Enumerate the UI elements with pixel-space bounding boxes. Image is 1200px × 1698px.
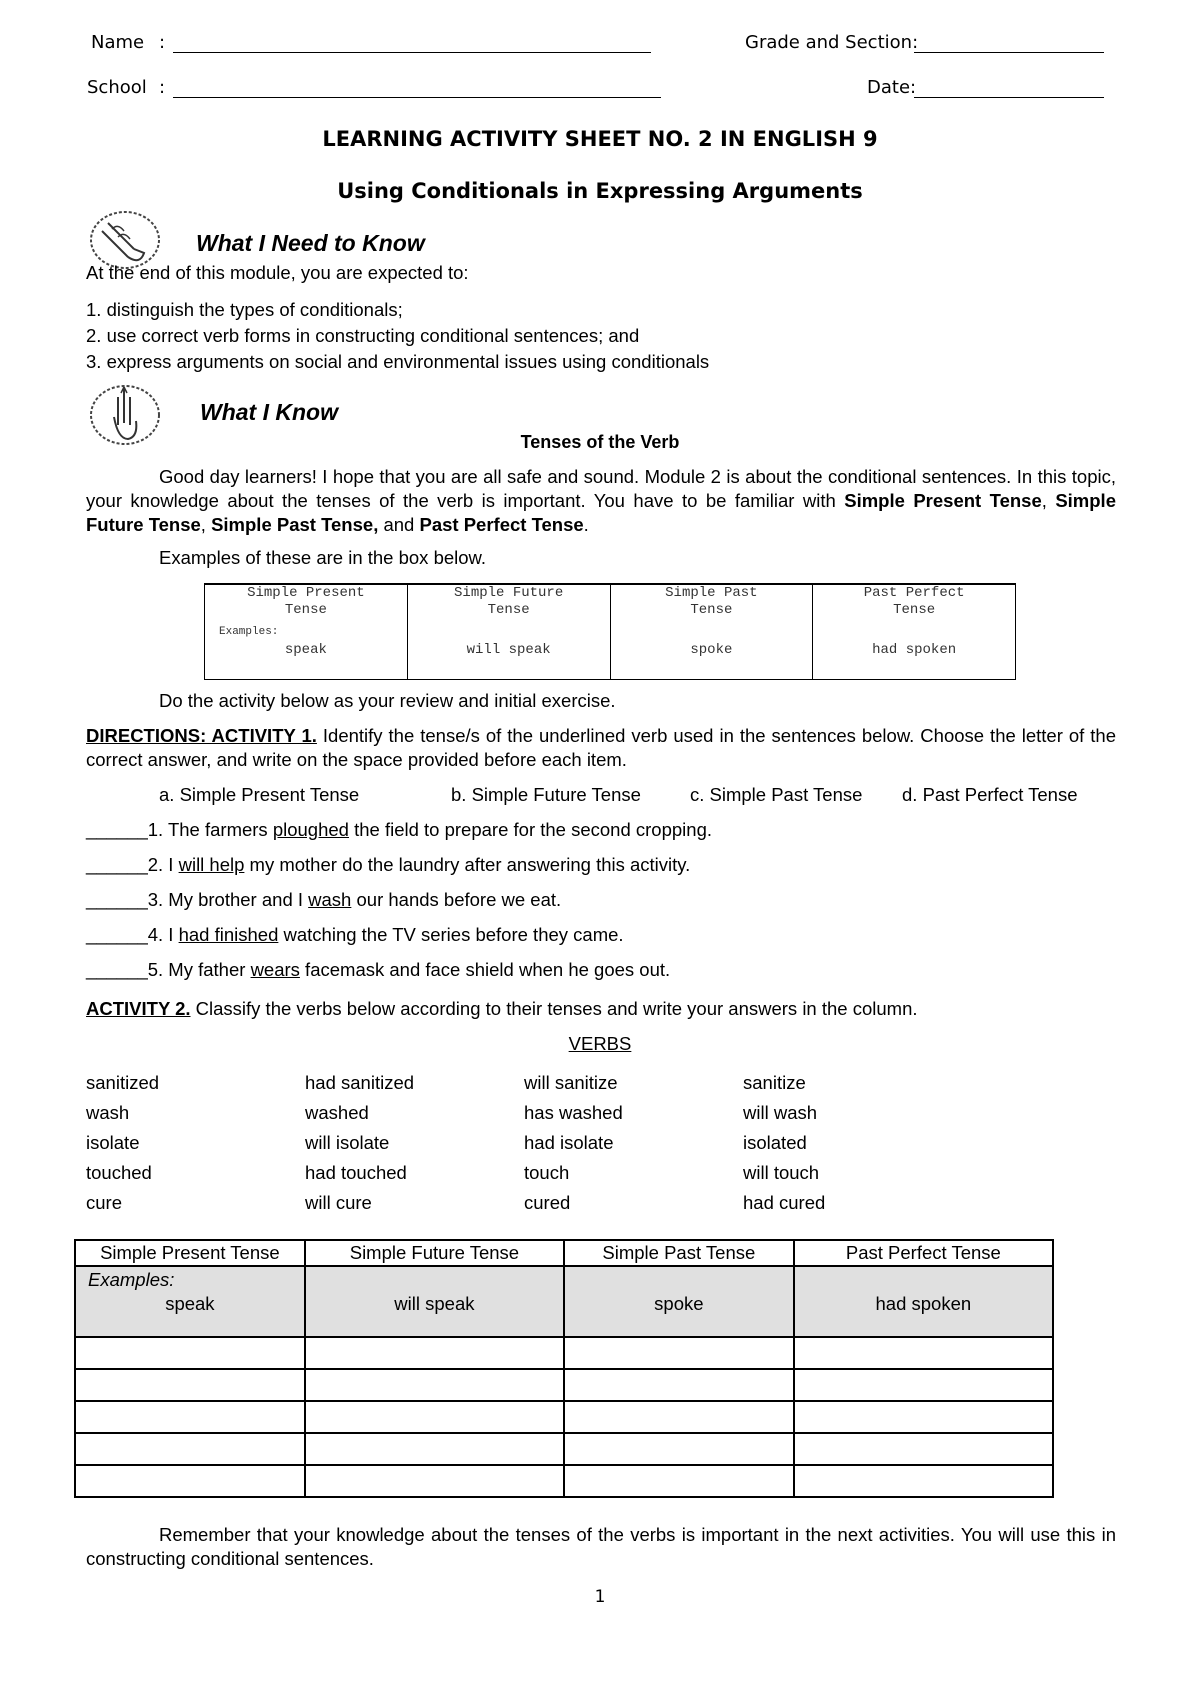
answer-cell[interactable]: [794, 1337, 1053, 1369]
activity1-item-5: ______5. My father wears facemask and face shield when he goes out.: [86, 959, 671, 980]
examples-box-col-2: Simple Future Tense will speak: [407, 584, 610, 680]
answer-cell[interactable]: [794, 1465, 1053, 1497]
verb-item: sanitized: [86, 1072, 160, 1093]
do-activity-line: Do the activity below as your review and initial exercise.: [159, 690, 616, 711]
answer-cell[interactable]: [794, 1433, 1053, 1465]
table-header: Simple Future Tense: [305, 1240, 564, 1266]
answer-blank-5[interactable]: ______: [86, 959, 148, 980]
activity1-item-2: ______2. I will help my mother do the laundry after answering this activity.: [86, 854, 691, 875]
verb-item: washed: [305, 1102, 369, 1123]
table-row: [75, 1369, 1053, 1401]
tenses-subheading: Tenses of the Verb: [520, 432, 680, 452]
tense-term-1: Simple Present Tense: [844, 490, 1042, 511]
answer-cell[interactable]: [305, 1465, 564, 1497]
answer-cell[interactable]: [75, 1465, 305, 1497]
name-colon: :: [159, 32, 166, 53]
verb-item: has washed: [524, 1102, 623, 1123]
verbs-heading: VERBS: [568, 1033, 632, 1054]
activity2-label: ACTIVITY 2.: [86, 998, 191, 1019]
verb-item: touch: [524, 1162, 570, 1183]
answer-cell[interactable]: [305, 1401, 564, 1433]
verb-item: cured: [524, 1192, 571, 1213]
activity2-directions: ACTIVITY 2. Classify the verbs below according to their tenses and write your answers in the column.: [86, 998, 918, 1019]
verb-item: isolated: [743, 1132, 807, 1153]
table-header: Simple Present Tense: [75, 1240, 305, 1266]
table-row: [75, 1465, 1053, 1497]
answer-cell[interactable]: [75, 1337, 305, 1369]
table-row: [75, 1337, 1053, 1369]
activity1-item-1: ______1. The farmers ploughed the field to prepare for the second cropping.: [86, 819, 713, 840]
answer-cell[interactable]: [564, 1337, 794, 1369]
example-cell: spoke: [564, 1266, 794, 1337]
table-header: Simple Past Tense: [564, 1240, 794, 1266]
answer-cell[interactable]: [305, 1369, 564, 1401]
choice-a: a. Simple Present Tense: [159, 784, 360, 805]
answer-cell[interactable]: [564, 1401, 794, 1433]
verb-item: isolate: [86, 1132, 140, 1153]
table-row: [75, 1401, 1053, 1433]
verb-item: will cure: [305, 1192, 372, 1213]
table-header: Past Perfect Tense: [794, 1240, 1053, 1266]
intro-paragraph: Good day learners! I hope that you are all safe and sound. Module 2 is about the conditional sentences. In this topic, your knowledge about the tenses of the verb is important. You have to be familiar with Simple Present Tense, Simple Future Tense, Simple Past Tense, and Past Perfect Tense.: [86, 466, 1116, 535]
example-cell: had spoken: [794, 1266, 1053, 1337]
examples-box-col-1: Simple Present Tense Examples: speak: [205, 584, 408, 680]
answer-cell[interactable]: [564, 1369, 794, 1401]
grade-label: Grade and Section:: [745, 32, 919, 53]
objective-1: 1. distinguish the types of conditionals;: [86, 299, 403, 320]
answer-blank-4[interactable]: ______: [86, 924, 148, 945]
examples-box-label: Examples:: [219, 626, 279, 638]
page-subtitle: Using Conditionals in Expressing Arguments: [337, 179, 863, 203]
objective-2: 2. use correct verb forms in constructing conditional sentences; and: [86, 325, 640, 346]
example-cell: Examples: speak: [75, 1266, 305, 1337]
verb-item: will isolate: [305, 1132, 390, 1153]
answer-cell[interactable]: [75, 1433, 305, 1465]
activity1-item-3: ______3. My brother and I wash our hands before we eat.: [86, 889, 562, 910]
example-cell: will speak: [305, 1266, 564, 1337]
answer-blank-3[interactable]: ______: [86, 889, 148, 910]
school-colon: :: [159, 77, 166, 98]
school-label: School: [87, 77, 147, 98]
table-row: [75, 1433, 1053, 1465]
verb-item: will touch: [743, 1162, 820, 1183]
answer-cell[interactable]: [564, 1465, 794, 1497]
name-label: Name: [91, 32, 145, 53]
verb-item: had cured: [743, 1192, 826, 1213]
answer-cell[interactable]: [305, 1337, 564, 1369]
date-label: Date:: [867, 77, 917, 98]
answer-cell[interactable]: [564, 1433, 794, 1465]
name-field[interactable]: [173, 52, 651, 53]
activity1-label: DIRECTIONS: ACTIVITY 1.: [86, 725, 317, 746]
answer-table: [74, 1239, 1054, 1498]
activity1-directions: DIRECTIONS: ACTIVITY 1. Identify the tense/s of the underlined verb used in the sentences below. Choose the letter of the correct answer, and write on the space provided before each item.: [86, 725, 1116, 770]
answer-cell[interactable]: [794, 1369, 1053, 1401]
answer-cell[interactable]: [794, 1401, 1053, 1433]
date-field[interactable]: [914, 97, 1104, 98]
objective-3: 3. express arguments on social and environmental issues using conditionals: [86, 351, 710, 372]
verb-item: sanitize: [743, 1072, 806, 1093]
verb-item: will wash: [743, 1102, 818, 1123]
closing-paragraph: Remember that your knowledge about the tenses of the verbs is important in the next activities. You will use this in constructing conditional sentences.: [86, 1524, 1116, 1569]
choice-b: b. Simple Future Tense: [451, 784, 641, 805]
tense-term-3: Simple Past Tense,: [211, 514, 379, 535]
answer-cell[interactable]: [305, 1433, 564, 1465]
school-field[interactable]: [173, 97, 661, 98]
page-title: LEARNING ACTIVITY SHEET NO. 2 IN ENGLISH 9: [322, 127, 878, 151]
answer-cell[interactable]: [75, 1369, 305, 1401]
examples-box: [204, 583, 1016, 680]
tense-term-2: Simple Future Tense: [86, 490, 1116, 535]
grade-field[interactable]: [914, 52, 1104, 53]
verb-item: had sanitized: [305, 1072, 415, 1093]
choice-d: d. Past Perfect Tense: [902, 784, 1078, 805]
need-to-know-heading: What I Need to Know: [196, 230, 425, 256]
what-i-know-heading: What I Know: [200, 399, 338, 425]
need-to-know-intro: At the end of this module, you are expected to:: [86, 262, 469, 283]
verb-item: had touched: [305, 1162, 407, 1183]
page-number: 1: [594, 1587, 606, 1607]
verb-item: cure: [86, 1192, 122, 1213]
examples-box-col-3: Simple Past Tense spoke: [610, 584, 813, 680]
examples-box-col-4: Past Perfect Tense had spoken: [813, 584, 1016, 680]
activity1-item-4: ______4. I had finished watching the TV series before they came.: [86, 924, 624, 945]
answer-blank-1[interactable]: ______: [86, 819, 148, 840]
verb-item: touched: [86, 1162, 152, 1183]
examples-line: Examples of these are in the box below.: [159, 547, 487, 568]
verb-item: had isolate: [524, 1132, 614, 1153]
verb-item: wash: [86, 1102, 130, 1123]
verb-item: will sanitize: [524, 1072, 618, 1093]
choice-c: c. Simple Past Tense: [690, 784, 863, 805]
answer-cell[interactable]: [75, 1401, 305, 1433]
answer-blank-2[interactable]: ______: [86, 854, 148, 875]
tense-term-4: Past Perfect Tense: [419, 514, 584, 535]
